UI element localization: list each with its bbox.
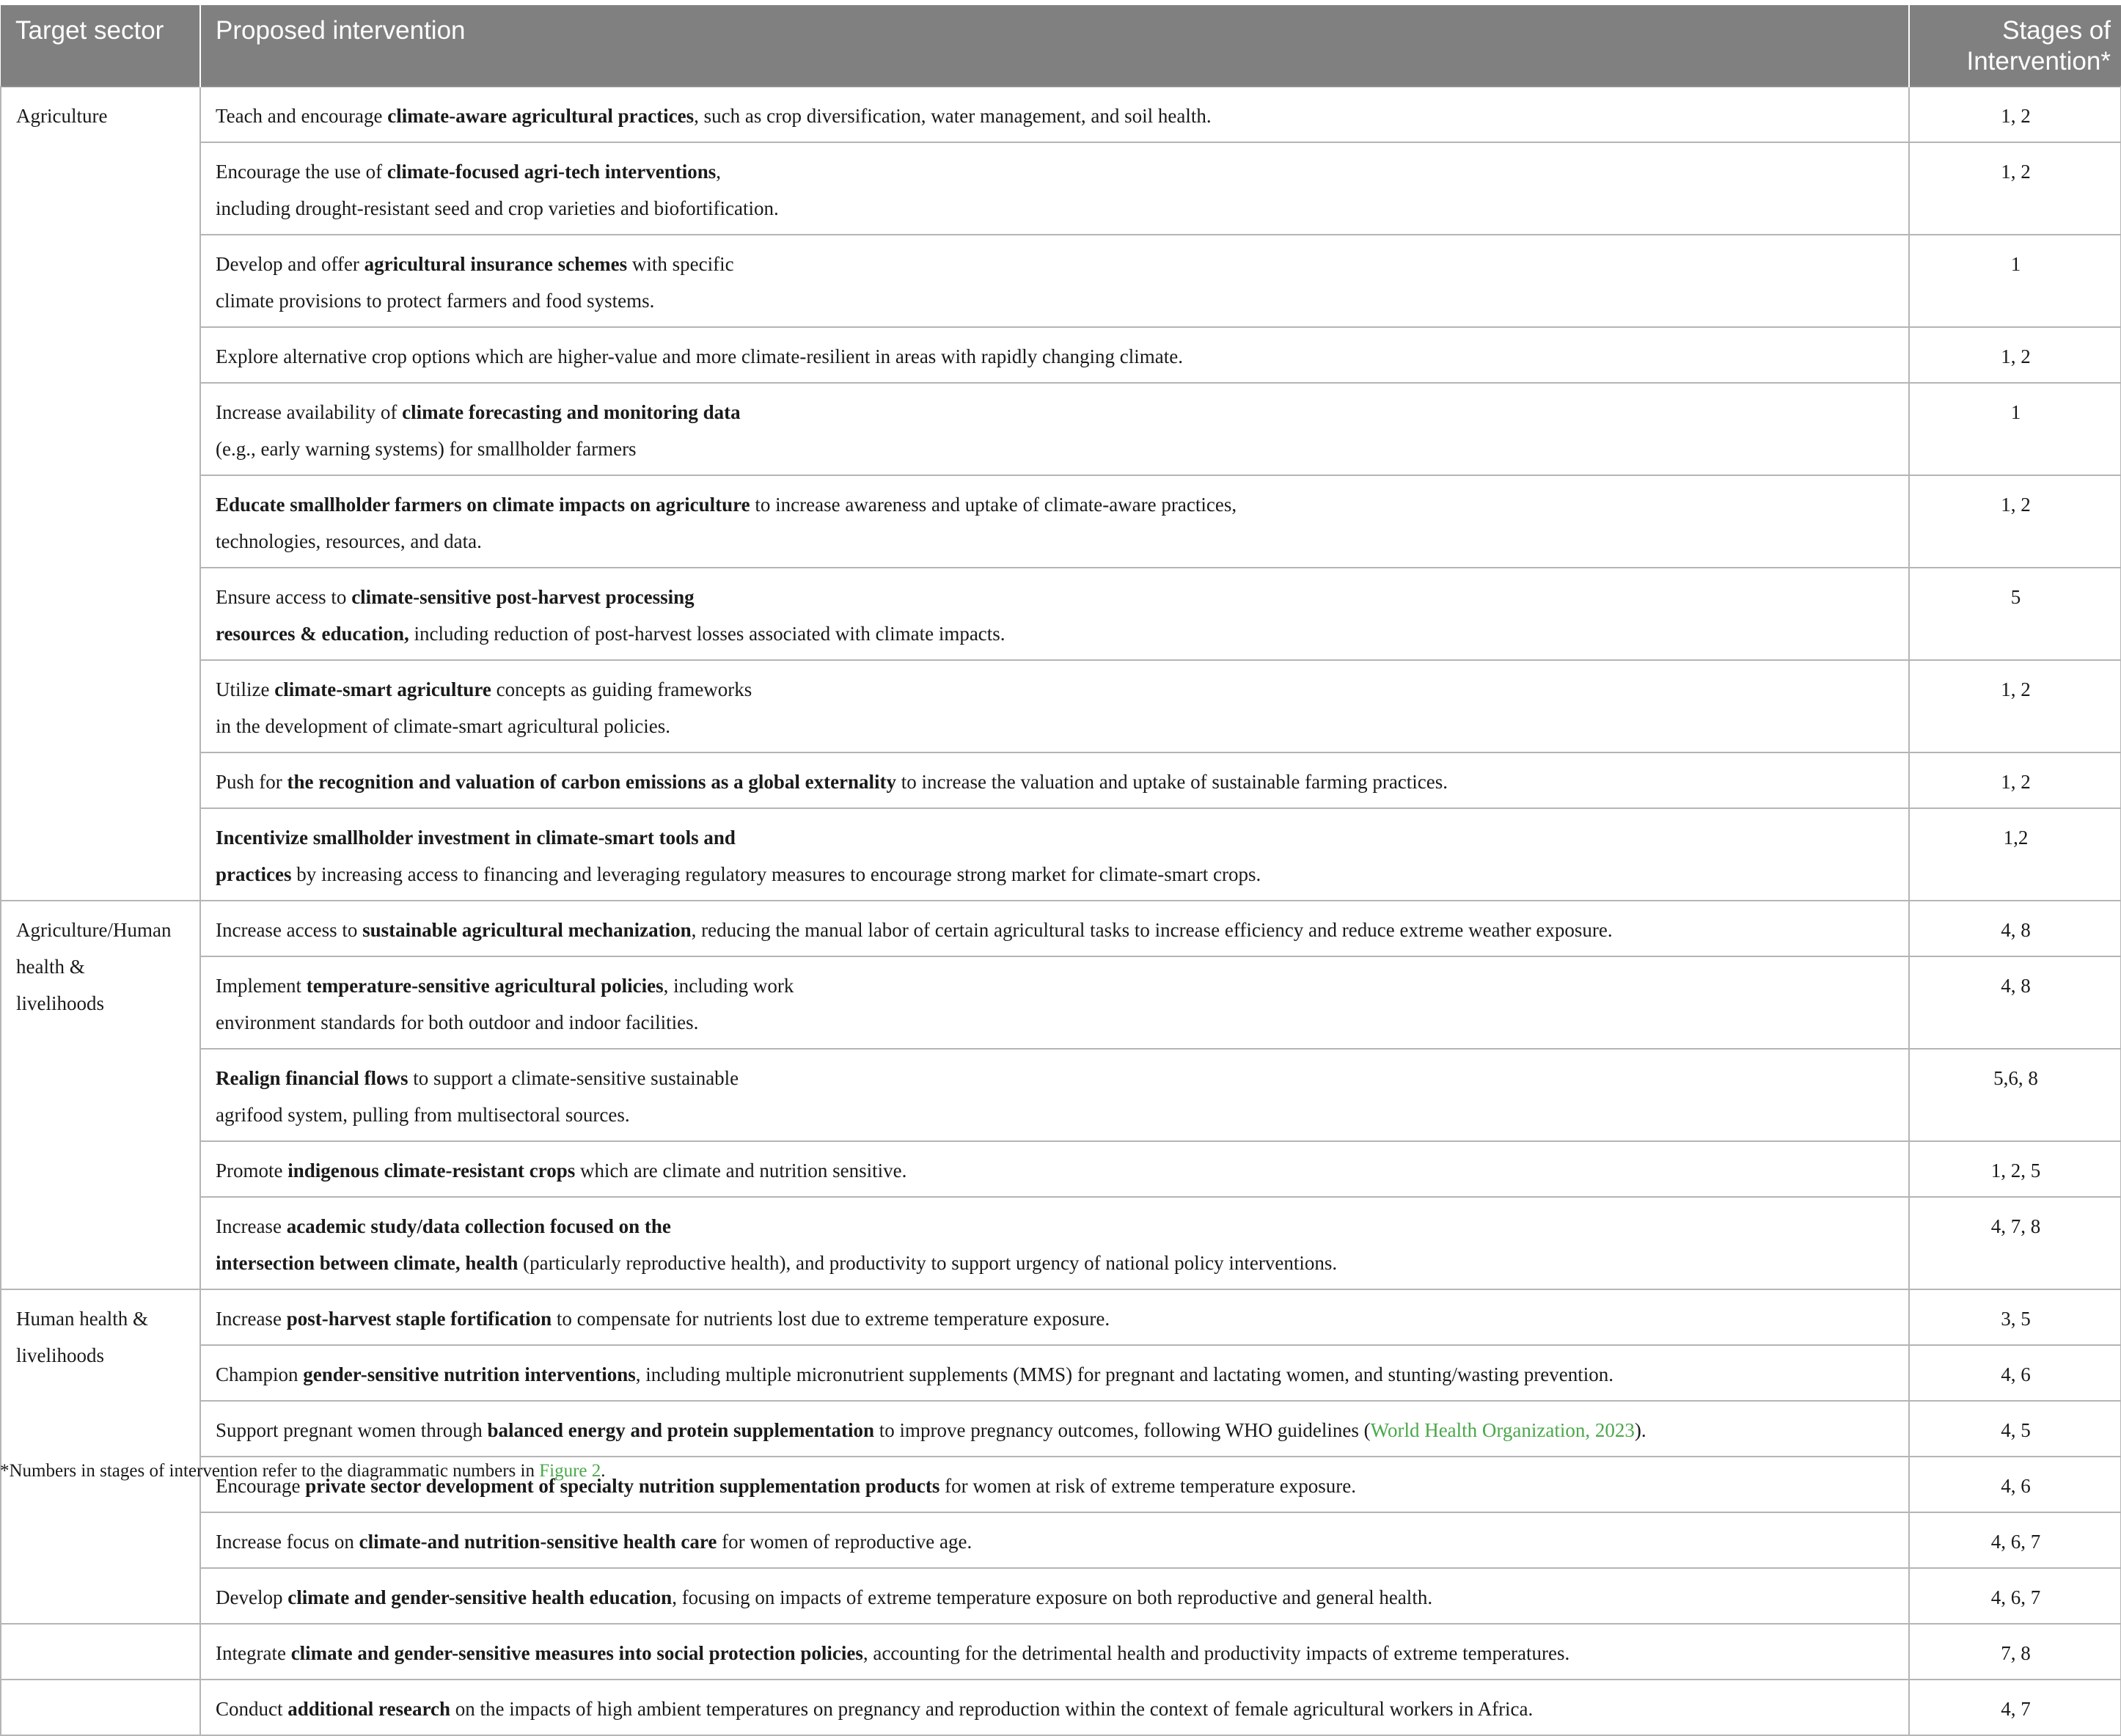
footnote-text: *Numbers in stages of intervention refer to the diagrammatic numbers in	[0, 1461, 540, 1481]
intervention-cell: Incentivize smallholder investment in climate-smart tools and practices by increasing access to financing and leveraging regulatory measures to encourage strong market for climate-smart crops.	[200, 808, 1909, 901]
intervention-cell: Teach and encourage climate-aware agricultural practices, such as crop diversification, water management, and soil health.	[200, 87, 1909, 142]
intervention-cell: Ensure access to climate-sensitive post-harvest processing resources & education, including reduction of post-harvest losses associated with climate impacts.	[200, 568, 1909, 660]
table-row	[1, 1289, 2121, 1345]
intervention-keyword: Educate smallholder farmers on climate impacts on agriculture	[216, 494, 750, 516]
header-stages-of-intervention	[1909, 5, 2121, 87]
stages-cell: 1,2	[1909, 808, 2121, 901]
intervention-keyword: practices	[216, 863, 292, 885]
stages-cell: 4, 7, 8	[1909, 1197, 2121, 1289]
intervention-keyword: resources & education,	[216, 623, 409, 645]
table-row	[1, 1512, 2121, 1568]
intervention-cell: Conduct additional research on the impacts of high ambient temperatures on pregnancy and reproduction within the context of female agricultural workers in Africa.	[200, 1680, 1909, 1735]
intervention-cell: Increase availability of climate forecasting and monitoring data (e.g., early warning systems) for smallholder farmers	[200, 383, 1909, 475]
table-row	[1, 1197, 2121, 1289]
intervention-keyword: climate and gender-sensitive measures into social protection policies	[290, 1642, 863, 1664]
stages-cell: 4, 6	[1909, 1457, 2121, 1512]
intervention-keyword: intersection between climate, health	[216, 1252, 519, 1274]
citation-link[interactable]: World Health Organization, 2023	[1370, 1419, 1635, 1441]
intervention-keyword: climate-sensitive post-harvest processing	[351, 586, 695, 608]
intervention-keyword: post-harvest staple fortification	[286, 1308, 552, 1330]
table-row	[1, 235, 2121, 327]
intervention-cell: Push for the recognition and valuation of carbon emissions as a global externality to increase the valuation and uptake of sustainable farming practices.	[200, 752, 1909, 808]
stages-cell: 1, 2	[1909, 752, 2121, 808]
target-sector-cell: Agriculture	[1, 87, 200, 901]
target-sector-cell: Agriculture/Human health & livelihoods	[1, 901, 200, 1289]
table-row	[1, 1401, 2121, 1457]
stages-cell: 4, 6, 7	[1909, 1568, 2121, 1624]
table-body	[1, 87, 2121, 1735]
header-proposed-intervention: Proposed intervention	[200, 5, 1909, 87]
intervention-cell: Realign financial flows to support a climate-sensitive sustainable agrifood system, pulling from multisectoral sources.	[200, 1049, 1909, 1141]
header-stages-line2: Intervention*	[1966, 47, 2111, 76]
intervention-keyword: climate and gender-sensitive health education	[287, 1586, 673, 1608]
intervention-keyword: temperature-sensitive agricultural policies	[306, 975, 664, 997]
header-stages-line1: Stages of	[2002, 16, 2111, 45]
stages-cell: 5	[1909, 568, 2121, 660]
stages-cell: 7, 8	[1909, 1624, 2121, 1680]
intervention-cell: Encourage private sector development of specialty nutrition supplementation products for women at risk of extreme temperature exposure.	[200, 1457, 1909, 1512]
table-row	[1, 1624, 2121, 1680]
intervention-cell: Develop and offer agricultural insurance schemes with specific climate provisions to protect farmers and food systems.	[200, 235, 1909, 327]
intervention-cell: Increase access to sustainable agricultural mechanization, reducing the manual labor of certain agricultural tasks to increase efficiency and reduce extreme weather exposure.	[200, 901, 1909, 956]
stages-cell: 4, 6	[1909, 1345, 2121, 1401]
table-row	[1, 1049, 2121, 1141]
intervention-cell: Champion gender-sensitive nutrition interventions, including multiple micronutrient supplements (MMS) for pregnant and lactating women, and stunting/wasting prevention.	[200, 1345, 1909, 1401]
intervention-keyword: the recognition and valuation of carbon emissions as a global externality	[287, 771, 897, 793]
intervention-cell: Implement temperature-sensitive agricultural policies, including work environment standards for both outdoor and indoor facilities.	[200, 956, 1909, 1049]
table-row	[1, 87, 2121, 142]
table-row	[1, 1345, 2121, 1401]
intervention-cell: Utilize climate-smart agriculture concepts as guiding frameworks in the development of climate-smart agricultural policies.	[200, 660, 1909, 752]
intervention-keyword: additional research	[287, 1698, 451, 1720]
stages-cell: 1	[1909, 235, 2121, 327]
stages-cell: 1, 2	[1909, 660, 2121, 752]
table-row	[1, 808, 2121, 901]
intervention-cell: Develop climate and gender-sensitive health education, focusing on impacts of extreme temperature exposure on both reproductive and general health.	[200, 1568, 1909, 1624]
table-header	[1, 5, 2121, 87]
intervention-keyword: private sector development of specialty nutrition supplementation products	[305, 1475, 940, 1497]
table-row	[1, 901, 2121, 956]
table-row	[1, 956, 2121, 1049]
stages-cell: 4, 8	[1909, 901, 2121, 956]
intervention-keyword: gender-sensitive nutrition interventions	[303, 1363, 636, 1385]
intervention-keyword: agricultural insurance schemes	[364, 253, 628, 275]
header-row	[1, 5, 2121, 87]
stages-cell: 4, 8	[1909, 956, 2121, 1049]
footnote-end: .	[601, 1461, 606, 1481]
table-footnote	[0, 1461, 606, 1482]
table-row	[1, 568, 2121, 660]
intervention-keyword: Realign financial flows	[216, 1067, 409, 1089]
stages-cell: 1, 2	[1909, 475, 2121, 568]
stages-cell: 4, 5	[1909, 1401, 2121, 1457]
intervention-cell: Educate smallholder farmers on climate impacts on agriculture to increase awareness and uptake of climate-aware practices, technologies, resources, and data.	[200, 475, 1909, 568]
stages-cell: 1, 2, 5	[1909, 1141, 2121, 1197]
intervention-cell: Increase post-harvest staple fortification to compensate for nutrients lost due to extreme temperature exposure.	[200, 1289, 1909, 1345]
table-row	[1, 1680, 2121, 1735]
intervention-keyword: climate-aware agricultural practices	[387, 105, 695, 127]
table-row	[1, 383, 2121, 475]
stages-cell: 1, 2	[1909, 327, 2121, 383]
table-row	[1, 327, 2121, 383]
header-target-sector: Target sector	[1, 5, 200, 87]
table-row	[1, 752, 2121, 808]
target-sector-cell: Human health & livelihoods	[1, 1289, 200, 1624]
intervention-keyword: academic study/data collection focused on the	[286, 1215, 671, 1237]
footnote-figure-link[interactable]: Figure 2	[539, 1461, 601, 1481]
intervention-keyword: balanced energy and protein supplementation	[487, 1419, 875, 1441]
intervention-cell: Encourage the use of climate-focused agri-tech interventions, including drought-resistant seed and crop varieties and biofortification.	[200, 142, 1909, 235]
stages-cell: 1	[1909, 383, 2121, 475]
table-row	[1, 475, 2121, 568]
intervention-keyword: climate-smart agriculture	[274, 678, 491, 700]
stages-cell: 1, 2	[1909, 87, 2121, 142]
intervention-cell: Promote indigenous climate-resistant crops which are climate and nutrition sensitive.	[200, 1141, 1909, 1197]
stages-cell: 4, 6, 7	[1909, 1512, 2121, 1568]
intervention-keyword: climate forecasting and monitoring data	[402, 401, 741, 423]
intervention-keyword: sustainable agricultural mechanization	[362, 919, 692, 941]
table-row	[1, 1568, 2121, 1624]
table-row	[1, 142, 2121, 235]
table-row	[1, 1141, 2121, 1197]
intervention-cell: Increase academic study/data collection focused on the intersection between climate, health (particularly reproductive health), and productivity to support urgency of national policy interventions.	[200, 1197, 1909, 1289]
stages-cell: 4, 7	[1909, 1680, 2121, 1735]
stages-cell: 1, 2	[1909, 142, 2121, 235]
intervention-cell: Support pregnant women through balanced energy and protein supplementation to improve pregnancy outcomes, following WHO guidelines (World Health Organization, 2023).	[200, 1401, 1909, 1457]
target-sector-cell	[1, 1680, 200, 1735]
intervention-cell: Increase focus on climate-and nutrition-sensitive health care for women of reproductive age.	[200, 1512, 1909, 1568]
intervention-keyword: indigenous climate-resistant crops	[287, 1160, 576, 1182]
table-row	[1, 660, 2121, 752]
intervention-keyword: climate-focused agri-tech interventions	[387, 161, 717, 183]
stages-cell: 5,6, 8	[1909, 1049, 2121, 1141]
intervention-cell: Integrate climate and gender-sensitive measures into social protection policies, accounting for the detrimental health and productivity impacts of extreme temperatures.	[200, 1624, 1909, 1680]
intervention-keyword: Incentivize smallholder investment in climate-smart tools and	[216, 827, 736, 849]
intervention-keyword: climate-and nutrition-sensitive health care	[359, 1531, 717, 1553]
stages-cell: 3, 5	[1909, 1289, 2121, 1345]
target-sector-cell	[1, 1624, 200, 1680]
intervention-cell: Explore alternative crop options which are higher-value and more climate-resilient in areas with rapidly changing climate.	[200, 327, 1909, 383]
